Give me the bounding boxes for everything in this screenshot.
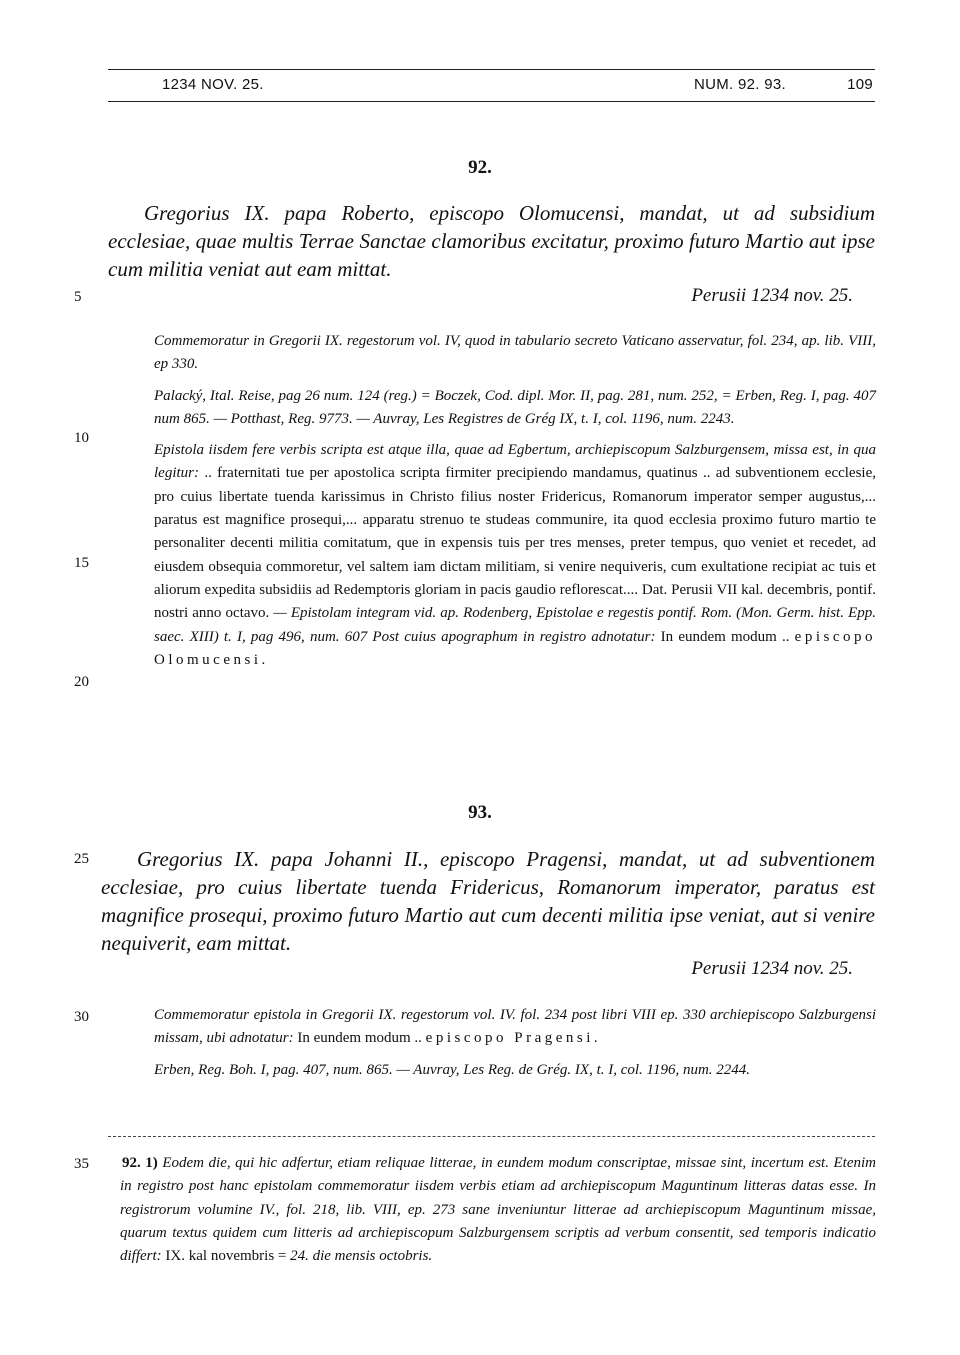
footnote-label: 92. 1) xyxy=(122,1155,158,1171)
note-93-commemoration xyxy=(154,1004,876,1051)
document-number-93: 93. xyxy=(468,802,492,823)
header-bottom-rule xyxy=(108,101,875,102)
notes-92 xyxy=(154,330,876,672)
line-number: 5 xyxy=(74,289,82,305)
footnote-rule xyxy=(108,1136,875,1137)
note-93-spaced: episcopo Pragensi. xyxy=(425,1030,602,1047)
note-92-spaced: episcopo Olomucensi. xyxy=(154,628,876,668)
summary-93: Gregorius IX. papa Johanni II., episcopo Pragensi, mandat, ut ad subventionem ecclesiae, pro cuius libertate tuenda Fridericus, Romanorum imperator, paratus est magnifice prosequi, proximo futuro Martio aut cum decenti militia ipse veniat, aut si venire nequiverit, eam mittat. xyxy=(101,847,875,955)
header-top-rule xyxy=(108,69,875,70)
document-number-92: 92. xyxy=(468,157,492,178)
note-92-references: Palacký, Ital. Reise, pag 26 num. 124 (reg.) = Boczek, Cod. dipl. Mor. II, pag. 281, num. 252, = Erben, Reg. I, pag. 407 num 865. — Potthast, Reg. 9773. — Auvray, Les Registres de Grég IX, t. I, col. 1196, num. 2243. xyxy=(154,387,876,427)
line-number: 25 xyxy=(74,851,89,867)
note-93-end: In eundem modum .. xyxy=(293,1030,426,1047)
line-number: 15 xyxy=(74,555,89,571)
place-date-93: Perusii 1234 nov. 25. xyxy=(691,958,853,979)
line-number: 30 xyxy=(74,1009,89,1025)
running-header xyxy=(108,64,875,104)
line-number: 20 xyxy=(74,674,89,690)
place-date-92: Perusii 1234 nov. 25. xyxy=(691,285,853,306)
footnote-text xyxy=(120,1152,876,1268)
footnote-italic: Eodem die, qui hic adfertur, etiam reliquae litterae, in eundem modum conscriptae, missae sint, incertum est. Etenim in registro post hanc epistolam commemoratur iisdem verbis etiam ad archiepiscopum Maguntinum litteras datas esse. In registrorum volumine IV., fol. 218, lib. VIII, ep. 273 sane inveniuntur litterae ad archiepiscopum Maguntinum missae, quarum textus quidem cum litteris ad archiepiscopum Salzburgensem scriptis ad verbum consentit, sed temporis indicatio differt: xyxy=(120,1155,876,1265)
line-number: 10 xyxy=(74,430,89,446)
note-92-epistola xyxy=(154,439,876,672)
note-92-end: In eundem modum .. xyxy=(655,628,795,645)
header-date: 1234 NOV. 25. xyxy=(162,76,264,93)
footnote xyxy=(120,1152,876,1268)
note-92-quote: .. fraternitati tue per apostolica scripta firmiter precipiendo mandamus, quatinus .. ad subventionem ecclesie, pro cuius libertate tuenda karissimus in Christo filius noster Fridericus, Romanorum imperator semper augustus,... paratus est magnifice prosequi,... apparatu strenuo te studeas communire, ita quod ecclesia proximo futuro martio te personaliter decenti militia comitatum, que in expensis tuis per tres menses, preter tempus, quo veniet et recedet, ad eiusdem obsequia commoretur, vel saltem iam dictam militiam, si venire nequiveris, cum exultatione recipiat ac tuis et aliorum expedita subsidiis ad Redemptoris gloriam in pacis gaudio reflorescat.... Dat. Perusii VII kal. decembris, pontif. nostri anno octavo. xyxy=(154,465,876,622)
note-93-references: Erben, Reg. Boh. I, pag. 407, num. 865. — Auvray, Les Reg. de Grég. IX, t. I, col. 1196, num. 2244. xyxy=(154,1061,751,1078)
summary-92: Gregorius IX. papa Roberto, episcopo Olomucensi, mandat, ut ad subsidium ecclesiae, quae multis Terrae Sanctae clamoribus excitatur, proximo futuro Martio aut ipse cum militia veniat aut eam mittat. xyxy=(108,201,875,281)
note-92-commemoration: Commemoratur in Gregorii IX. regestorum vol. IV, quod in tabulario secreto Vaticano asservatur, fol. 234, ap. lib. VIII, ep 330. xyxy=(154,333,876,373)
header-document-numbers: NUM. 92. 93. xyxy=(694,76,786,93)
note-93-intro: Commemoratur epistola in Gregorii IX. regestorum vol. IV. fol. 234 post libri VIII ep. 330 archiepiscopo Salzburgensi missam, ubi adnotatur: xyxy=(154,1007,876,1047)
note-92-intro: Epistola iisdem fere verbis scripta est atque illa, quae ad Egbertum, archiepiscopum Salzburgensem, missa est, in qua legitur: xyxy=(154,442,876,482)
notes-93 xyxy=(154,1004,876,1082)
footnote-roman: IX. kal novembris = xyxy=(161,1248,291,1265)
page-number: 109 xyxy=(847,76,873,93)
line-number: 35 xyxy=(74,1156,89,1172)
footnote-italic-end: 24. die mensis octobris. xyxy=(290,1248,433,1265)
note-92-reference: — Epistolam integram vid. ap. Rodenberg, Epistolae e regestis pontif. Rom. (Mon. Germ. hist. Epp. saec. XIII) t. I, pag 496, num. 607 Post cuius apographum in registro adnotatur: xyxy=(154,605,876,645)
